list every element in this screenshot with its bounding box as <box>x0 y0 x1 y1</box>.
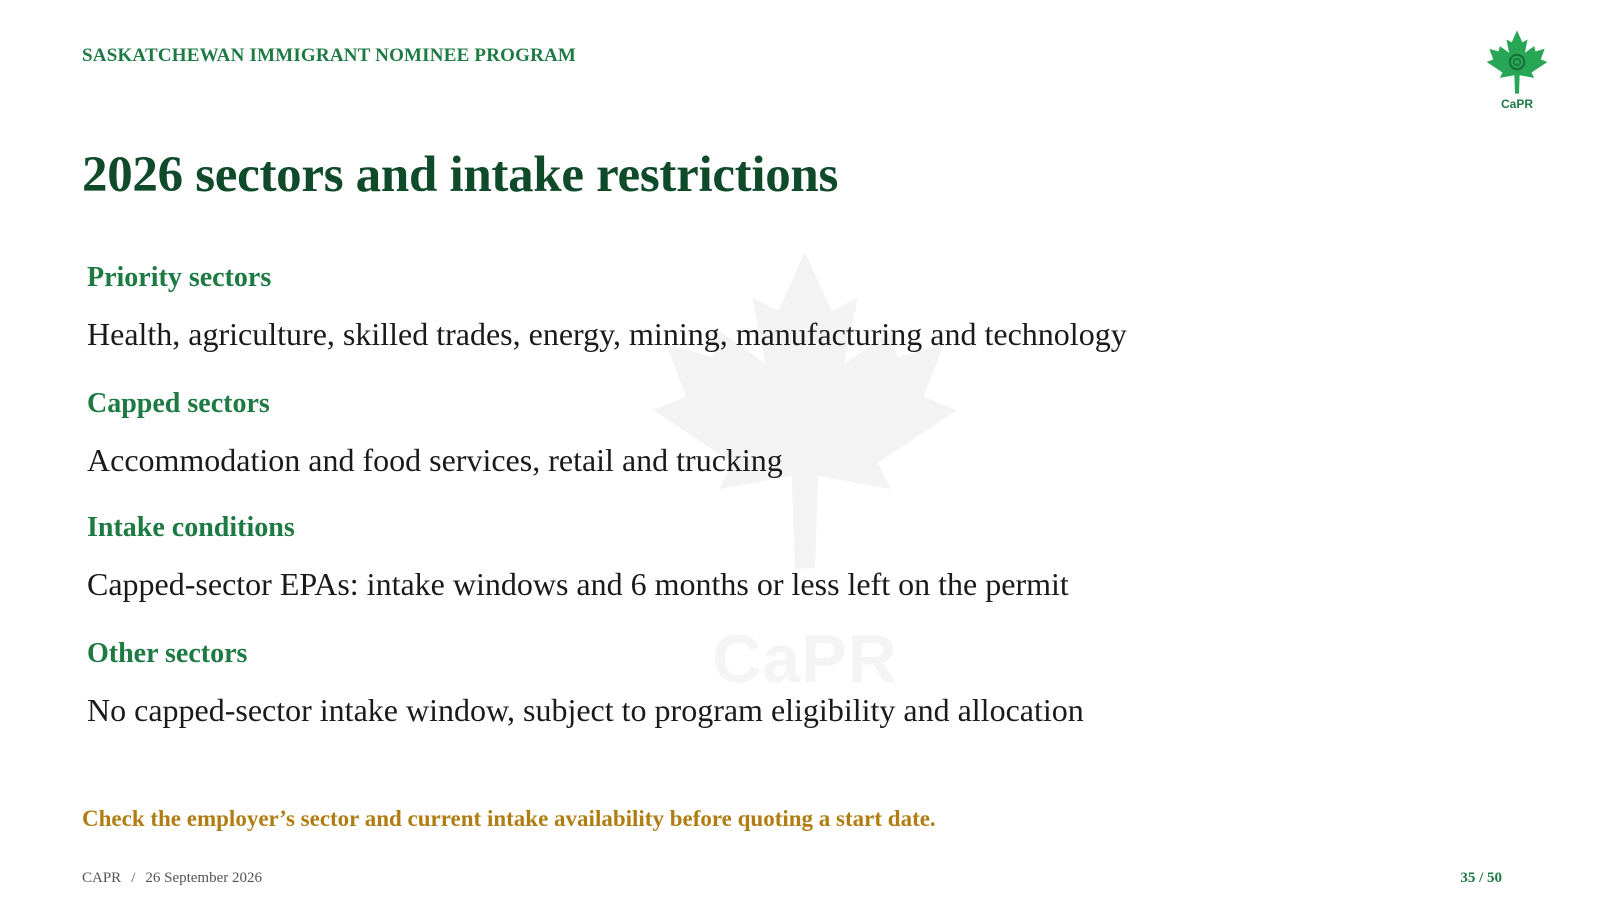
section-heading: Other sectors <box>87 638 248 669</box>
program-header: SASKATCHEWAN IMMIGRANT NOMINEE PROGRAM <box>82 45 577 66</box>
section-body: Health, agriculture, skilled trades, energy, mining, manufacturing and technology <box>87 316 1127 352</box>
footer-date: 26 September 2026 <box>145 870 263 886</box>
section-heading: Intake conditions <box>87 512 295 543</box>
page-number: 35 / 50 <box>1460 870 1502 886</box>
logo <box>1483 28 1551 118</box>
section-intake-conditions <box>87 512 1387 603</box>
callout-note: Check the employer’s sector and current intake availability before quoting a start date. <box>82 806 936 831</box>
section-heading: Priority sectors <box>87 262 272 293</box>
footer-org: CAPR <box>82 870 122 886</box>
watermark-text: CaPR <box>712 621 898 697</box>
footer-left <box>82 870 262 887</box>
page-title: 2026 sectors and intake restrictions <box>82 147 839 203</box>
section-body: Accommodation and food services, retail and trucking <box>87 442 783 478</box>
section-capped-sectors <box>87 388 1387 479</box>
section-priority-sectors <box>87 262 1387 353</box>
section-body: No capped-sector intake window, subject to program eligibility and allocation <box>87 692 1084 728</box>
section-heading: Capped sectors <box>87 388 270 419</box>
logo-text: CaPR <box>1500 97 1533 111</box>
section-body: Capped-sector EPAs: intake windows and 6 months or less left on the permit <box>87 566 1069 602</box>
maple-leaf-icon <box>1484 28 1550 96</box>
footer-separator: / <box>131 870 136 886</box>
section-other-sectors <box>87 638 1387 729</box>
